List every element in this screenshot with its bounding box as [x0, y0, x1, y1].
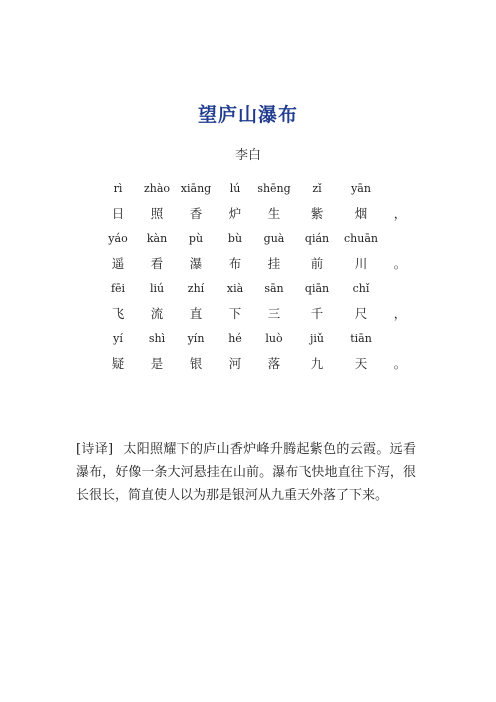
poem-character: 河: [228, 356, 242, 371]
poem-character: 流: [150, 306, 164, 321]
poem-character: 瀑: [189, 256, 203, 271]
poem-character: 。: [393, 256, 407, 271]
pinyin-syllable: shēng: [257, 182, 291, 195]
poem-character: 日: [111, 206, 125, 221]
pinyin-syllable: liú: [149, 282, 165, 295]
pinyin-syllable: sān: [264, 282, 284, 295]
poem-character: 前: [310, 256, 324, 271]
pinyin-syllable: qiān: [304, 282, 330, 295]
poem-line: [0, 228, 496, 278]
poem-character: 落: [267, 356, 281, 371]
translation-paragraph: [76, 438, 416, 507]
pinyin-syllable: chuān: [344, 232, 378, 245]
poem-line: [0, 178, 496, 228]
poem-line: [0, 278, 496, 328]
pinyin-syllable: hé: [228, 332, 242, 345]
poem-character: 银: [189, 356, 203, 371]
pinyin-syllable: luò: [265, 332, 283, 345]
translation-label: [诗译]: [76, 442, 114, 457]
poem-character: 香: [189, 206, 203, 221]
pinyin-syllable: xiāng: [180, 182, 212, 195]
poem-character: 川: [354, 256, 368, 271]
pinyin-syllable: yáo: [108, 232, 128, 245]
poem-character: 下: [228, 306, 242, 321]
pinyin-syllable: tiān: [350, 332, 372, 345]
pinyin-syllable: lú: [229, 182, 241, 195]
pinyin-syllable: qián: [304, 232, 330, 245]
poem-character: 三: [267, 306, 281, 321]
pinyin-syllable: zhào: [143, 182, 171, 195]
poem-character: 千: [310, 306, 324, 321]
poem-character: 炉: [228, 206, 242, 221]
pinyin-syllable: yān: [351, 182, 371, 195]
poem-character: 遥: [111, 256, 125, 271]
pinyin-syllable: shì: [148, 332, 166, 345]
poem-character: 生: [267, 206, 281, 221]
pinyin-syllable: guà: [263, 232, 285, 245]
poem-character: 看: [150, 256, 164, 271]
poem-title: 望庐山瀑布: [197, 104, 298, 126]
poem-character: 照: [150, 206, 164, 221]
poem-character: ，: [393, 306, 407, 321]
poem-character: 紫: [310, 206, 324, 221]
pinyin-syllable: yí: [113, 332, 123, 345]
poem-author: 李白: [234, 148, 261, 163]
poem-character: 天: [354, 356, 368, 371]
pinyin-syllable: pù: [188, 232, 204, 245]
poem-character: 疑: [111, 356, 125, 371]
pinyin-syllable: zhí: [187, 282, 205, 295]
poem-character: 飞: [111, 306, 125, 321]
poem-line: [0, 328, 496, 378]
pinyin-syllable: kàn: [146, 232, 168, 245]
poem-character: ，: [393, 206, 407, 221]
poem-character: 是: [150, 356, 164, 371]
pinyin-syllable: rì: [113, 182, 123, 195]
pinyin-syllable: yín: [187, 332, 205, 345]
pinyin-syllable: xià: [226, 282, 244, 295]
poem-character: 挂: [267, 256, 281, 271]
pinyin-syllable: fēi: [110, 282, 126, 295]
poem-character: 烟: [354, 206, 368, 221]
pinyin-syllable: zǐ: [312, 182, 322, 195]
poem-character: 尺: [354, 306, 368, 321]
pinyin-syllable: bù: [227, 232, 243, 245]
pinyin-syllable: chǐ: [352, 282, 370, 295]
pinyin-syllable: jiǔ: [309, 332, 325, 345]
poem-character: 直: [189, 306, 203, 321]
translation-text: 太阳照耀下的庐山香炉峰升腾起紫色的云霞。远看瀑布，好像一条大河悬挂在山前。瀑布飞快地直往下泻，很长很长，简直使人以为那是银河从九重天外落了下来。: [76, 442, 416, 503]
poem-character: 。: [393, 356, 407, 371]
poem-character: 九: [310, 356, 324, 371]
poem-character: 布: [228, 256, 242, 271]
